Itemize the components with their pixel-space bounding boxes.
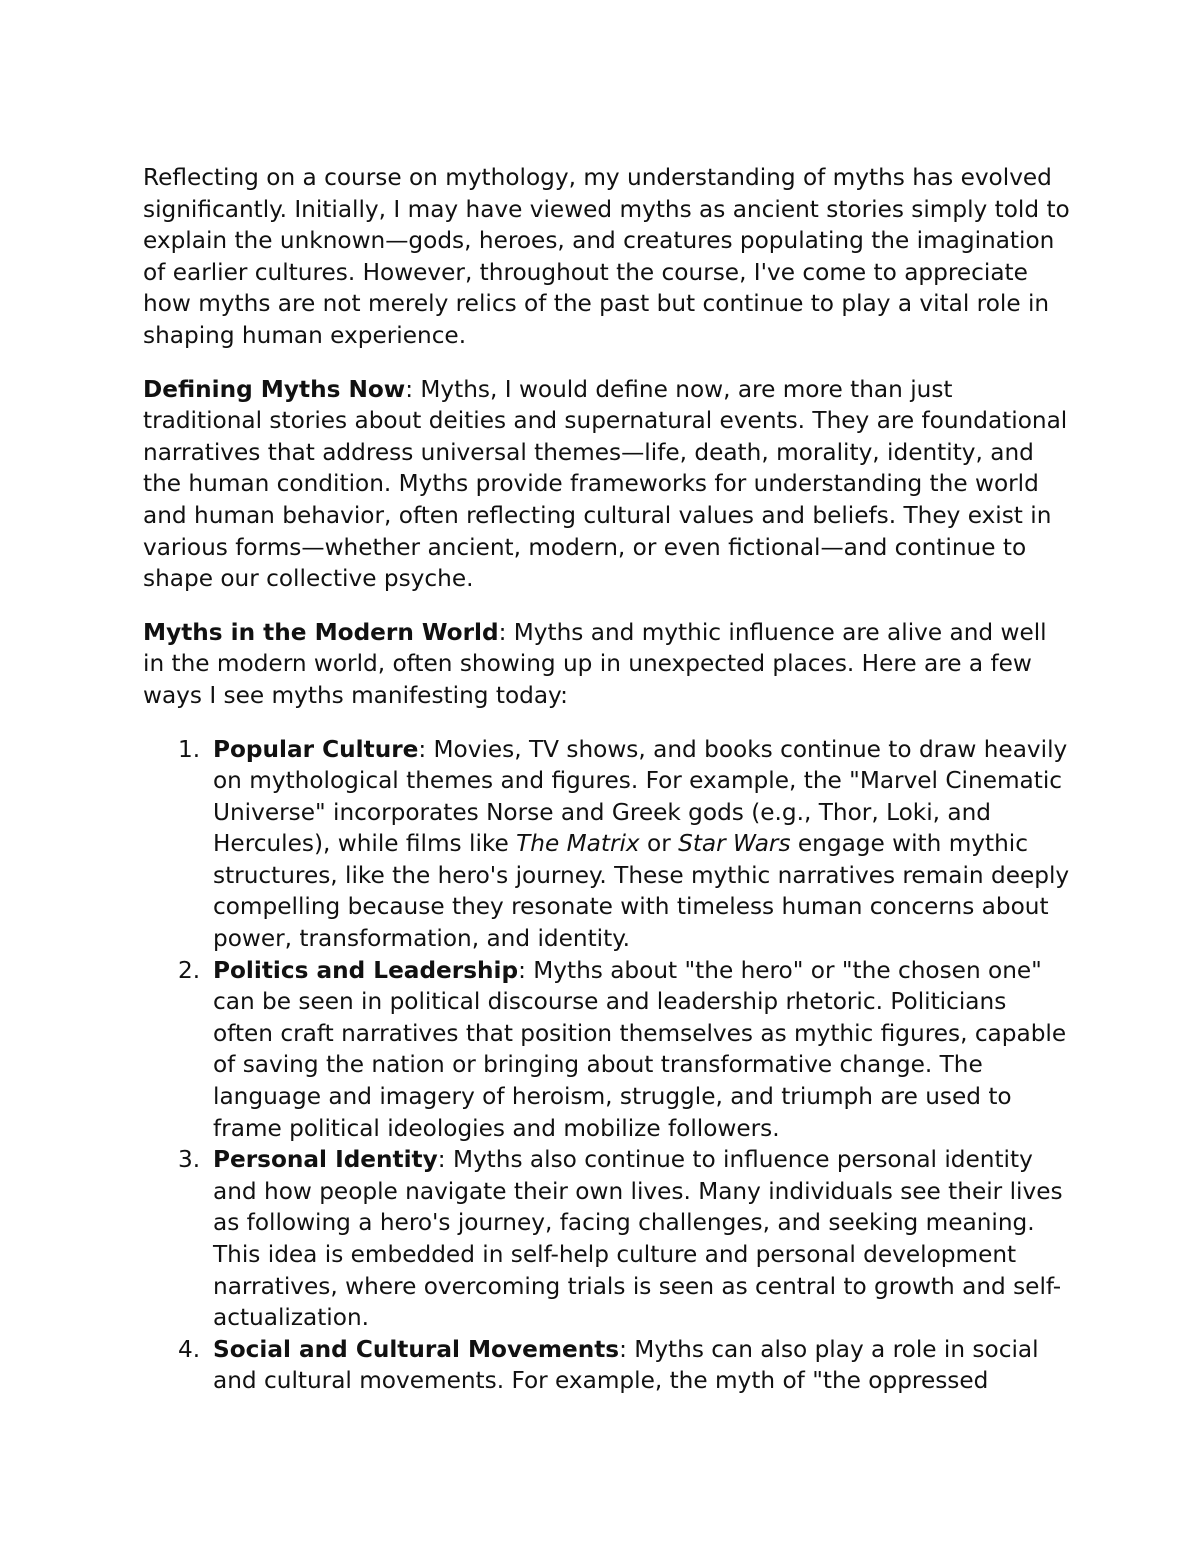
list-item-text: or bbox=[639, 830, 679, 858]
list-item-text: : Myths also continue to influence personal identity and how people navigate their own lives. Many individuals see their lives as following a hero's journey, facing challenges, and seeking meaning. This idea is embedded in self-help culture and personal development narratives, where overcoming trials is seen as central to growth and self-actualization. bbox=[213, 1146, 1063, 1332]
list-item-heading: Personal Identity bbox=[213, 1146, 438, 1174]
list-item-heading: Popular Culture bbox=[213, 735, 419, 763]
list-number: 1. bbox=[178, 735, 201, 763]
list-item-text: : Myths about "the hero" or "the chosen one" can be seen in political discourse and leadership rhetoric. Politicians often craft narratives that position themselves as mythic figures, capable of saving the nation or bringing about transformative change. The language and imagery of heroism, struggle, and triumph are used to frame political ideologies and mobilize followers. bbox=[213, 956, 1067, 1142]
list-item-politics bbox=[143, 955, 1073, 1145]
intro-text: Reflecting on a course on mythology, my understanding of myths has evolved significantly. Initially, I may have viewed myths as ancient stories simply told to explain the unknown—gods, heroes, and creatures populating the imagination of earlier cultures. However, throughout the course, I've come to appreciate how myths are not merely relics of the past but continue to play a vital role in shaping human experience. bbox=[143, 164, 1070, 349]
intro-paragraph bbox=[143, 162, 1073, 352]
film-title: The Matrix bbox=[516, 830, 640, 858]
list-item-popular-culture bbox=[143, 734, 1073, 955]
film-title: Star Wars bbox=[678, 830, 791, 858]
list-item-personal-identity bbox=[143, 1144, 1073, 1334]
list-item-social-movements bbox=[143, 1334, 1073, 1397]
numbered-list bbox=[143, 734, 1073, 1397]
list-item-heading: Social and Cultural Movements bbox=[213, 1335, 620, 1363]
list-item-text: engage with mythic structures, like the hero's journey. These mythic narratives remain deeply compelling because they resonate with timeless human concerns about power, transformation, and identity. bbox=[213, 830, 1070, 953]
defining-myths-text: : Myths, I would define now, are more than just traditional stories about deities and supernatural events. They are foundational narratives that address universal themes—life, death, morality, identity, and the human condition. Myths provide frameworks for understanding the world and human behavior, often reflecting cultural values and beliefs. They exist in various forms—whether ancient, modern, or even fictional—and continue to shape our collective psyche. bbox=[143, 375, 1068, 593]
list-item-text: : Myths can also play a role in social and cultural movements. For example, the myth of "the oppressed bbox=[213, 1335, 1039, 1395]
modern-world-heading: Myths in the Modern World bbox=[143, 618, 499, 646]
list-number: 3. bbox=[178, 1146, 201, 1174]
defining-myths-heading: Defining Myths Now bbox=[143, 375, 406, 403]
defining-myths-paragraph bbox=[143, 374, 1073, 595]
list-number: 2. bbox=[178, 956, 201, 984]
modern-world-text: : Myths and mythic influence are alive and well in the modern world, often showing up in unexpected places. Here are a few ways I see myths manifesting today: bbox=[143, 618, 1047, 709]
list-number: 4. bbox=[178, 1335, 201, 1363]
list-item-heading: Politics and Leadership bbox=[213, 956, 519, 984]
modern-world-paragraph bbox=[143, 617, 1073, 712]
document-body bbox=[143, 162, 1073, 1397]
list-item-text: : Movies, TV shows, and books continue to draw heavily on mythological themes and figures. For example, the "Marvel Cinematic Universe" incorporates Norse and Greek gods (e.g., Thor, Loki, and Hercules), while films like bbox=[213, 735, 1068, 858]
